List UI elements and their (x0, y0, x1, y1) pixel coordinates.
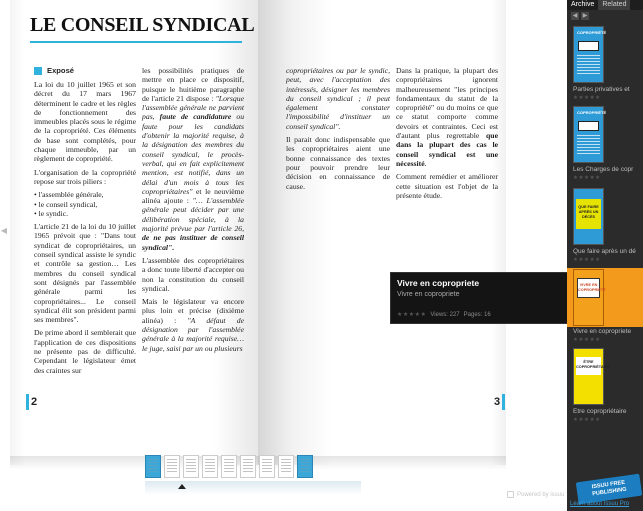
right-page[interactable] (258, 0, 506, 465)
issuu-free-publishing-badge[interactable]: ISSUU FREE PUBLISHING (576, 474, 642, 505)
paragraph: De prime abord il semblerait que l'application de ces dispositions ne présente pas de difficulté. Cependant le législateur émet des craintes sur (34, 328, 136, 375)
cover-thumbnail (573, 348, 610, 405)
sidebar-item-parties-privatives[interactable] (567, 24, 643, 104)
section-heading (34, 66, 74, 75)
rating-stars-icon: ★★★★★ (573, 417, 601, 423)
page-title: LE CONSEIL SYNDICAL (30, 14, 255, 36)
left-page[interactable] (10, 0, 258, 465)
sidebar-prev-icon[interactable]: ◀ (572, 12, 578, 19)
cover-text: ÊTRE COPROPRIÉTAIRE (576, 357, 601, 375)
section-square-icon (34, 67, 42, 75)
paragraph: L'assemblée des copropriétaires a donc toute liberté d'accepter ou non la constitution du conseil syndical. (142, 255, 244, 293)
cover-text: COPROPRIÉTÉ (577, 30, 607, 35)
sidebar-next-icon[interactable]: ▶ (582, 12, 588, 19)
rating-stars-icon: ★★★★★ (573, 175, 601, 181)
tooltip-subtitle: Vivre en copropriete (397, 291, 460, 298)
rating-stars-icon: ★★★★★ (573, 95, 601, 101)
tooltip-title: Vivre en copropriete (397, 278, 480, 288)
section-label: Exposé (47, 66, 75, 75)
cover-text: VIVRE EN COPROPRIÉTÉ (577, 278, 600, 298)
paragraph: L'article 21 de la loi du 10 juillet 1965 prévoit que : "Dans tout syndicat de copropriétaires, un conseil syndical assiste le syndic et contrôle sa gestion… Les membres du conseil syndical sont désignés par l'assemblée générale parmi les copropriétaires... Le conseil syndical élit son président parmi ses membres". (34, 222, 136, 325)
sidebar-item-etre-coproprietaire[interactable] (567, 346, 643, 426)
learn-about-issuu-pro-link[interactable]: Learn about Issuu Pro (570, 501, 630, 507)
paragraph: Mais le législateur va encore plus loin et précise (dixième alinéa) : "A défaut de désignation par l'assemblée générale à la majorité requise… le juge, saisi par un ou plusieurs (142, 297, 244, 353)
cover-text: QUE FAIRE APRÈS UN DÉCÈS (576, 199, 601, 229)
page-number-left: 2 (26, 394, 37, 410)
right-column-2 (396, 66, 498, 204)
sidebar-item-label: Que faire après un dé (573, 248, 636, 255)
sidebar (567, 0, 643, 511)
sidebar-tabs (567, 0, 643, 10)
paragraph: copropriétaires ou par le syndic, peut, avec l'acceptation des intéressés, désigner les membres du conseil syndical ; il peut également constater l'impossibilité d'instituer un conseil syndical". (286, 66, 390, 131)
paragraph: Il parait donc indispensable que les copropriétaires aient une bonne connaissance des textes pour pouvoir prendre leur décision en connaissance de cause. (286, 135, 390, 191)
powered-by[interactable]: Powered by issuu (507, 491, 564, 498)
list-item: • le conseil syndical, (34, 199, 98, 209)
cover-thumbnail (573, 269, 604, 326)
sidebar-item-que-faire[interactable] (567, 186, 643, 266)
paragraph: L'organisation de la copropriété repose sur trois piliers : (34, 167, 136, 186)
paragraph: Comment remédier et améliorer cette situation est l'objet de la présente étude. (396, 172, 498, 200)
page-thumbnail[interactable] (240, 455, 256, 478)
page-number-right: 3 (494, 394, 505, 410)
page-thumbnail[interactable] (202, 455, 218, 478)
sidebar-item-label: Les Charges de copr (573, 166, 634, 173)
rating-stars-icon: ★★★★★ (397, 312, 427, 318)
issuu-logo-icon (507, 491, 514, 498)
list-item: • l'assemblée générale, (34, 190, 104, 200)
bullet-list (34, 190, 136, 218)
page-thumbnail[interactable] (297, 455, 313, 478)
sidebar-item-label: Etre copropriétaire (573, 408, 627, 415)
prev-page-arrow-icon[interactable]: ◀ (0, 226, 8, 235)
page-thumbnail[interactable] (278, 455, 294, 478)
sidebar-item-label: Parties privatives et (573, 86, 630, 93)
paragraph: Dans la pratique, la plupart des copropriétaires ignorent malheureusement "les principes fondamentaux du statut de la copropriété" ou du moins ce que ce statut comporte comme devoirs et contraintes. Ceci est d'autant plus regrettable que dans la plupart des cas le conseil syndical est une nécessité. (396, 66, 498, 168)
tab-related[interactable]: Related (598, 0, 630, 10)
tooltip-pages: Pages: 16 (463, 311, 491, 318)
list-item: • le syndic. (34, 208, 69, 218)
sidebar-item-vivre-en-copropriete[interactable] (567, 268, 643, 327)
page-thumbnail[interactable] (259, 455, 275, 478)
cover-thumbnail (573, 106, 607, 163)
sidebar-item-label: Vivre en copropriete (573, 328, 632, 335)
page-thumbnail[interactable] (221, 455, 237, 478)
paragraph: La loi du 10 juillet 1965 et son décret du 17 mars 1967 déterminent le cadre et les règles de fonctionnement des immeubles placés sous le régime de la copropriété. Ces éléments de base sont complétés, pour chaque immeuble, par un règlement de copropriété. (34, 80, 136, 164)
document-tooltip (390, 272, 567, 324)
title-rule (30, 41, 242, 43)
cover-thumbnail (573, 26, 607, 83)
right-column-1 (286, 66, 390, 195)
page-thumbnail[interactable] (145, 455, 161, 478)
sidebar-item-charges[interactable] (567, 104, 643, 184)
rating-stars-icon: ★★★★★ (573, 257, 601, 263)
cover-thumbnail (573, 188, 604, 245)
tooltip-stats (397, 311, 561, 318)
current-thumbnail-marker-icon (178, 484, 186, 489)
tooltip-views: Views: 227 (430, 311, 460, 318)
left-column-2 (142, 66, 244, 357)
page-thumbnail[interactable] (183, 455, 199, 478)
page-thumbnail[interactable] (164, 455, 180, 478)
sidebar-pager (567, 10, 643, 22)
tab-archive[interactable]: Archive (567, 0, 598, 10)
cover-text: COPROPRIÉTÉ (577, 110, 607, 115)
book-spread[interactable] (10, 0, 506, 465)
thumbnail-strip (145, 455, 313, 478)
rating-stars-icon: ★★★★★ (573, 337, 601, 343)
paragraph: les possibilités pratiques de mettre en place ce dispositif, puisque le huitième paragraphe de l'article 21 dispose : "Lorsque l'assemblée générale ne parvient pas, faute de candidature ou faute pour les candidats d'obtenir la majorité requise, à la désignation des membres du conseil syndical, le procès-verbal, qui en fait explicitement mention, est notifié, dans un délai d'un mois à tous les copropriétaires" et le neuvième alinéa ajoute : "… L'assemblée générale peut décider par une délibération spéciale, à la majorité prévue par l'article 26, de ne pas instituer de conseil syndical". (142, 66, 245, 252)
left-column-1 (34, 80, 136, 379)
